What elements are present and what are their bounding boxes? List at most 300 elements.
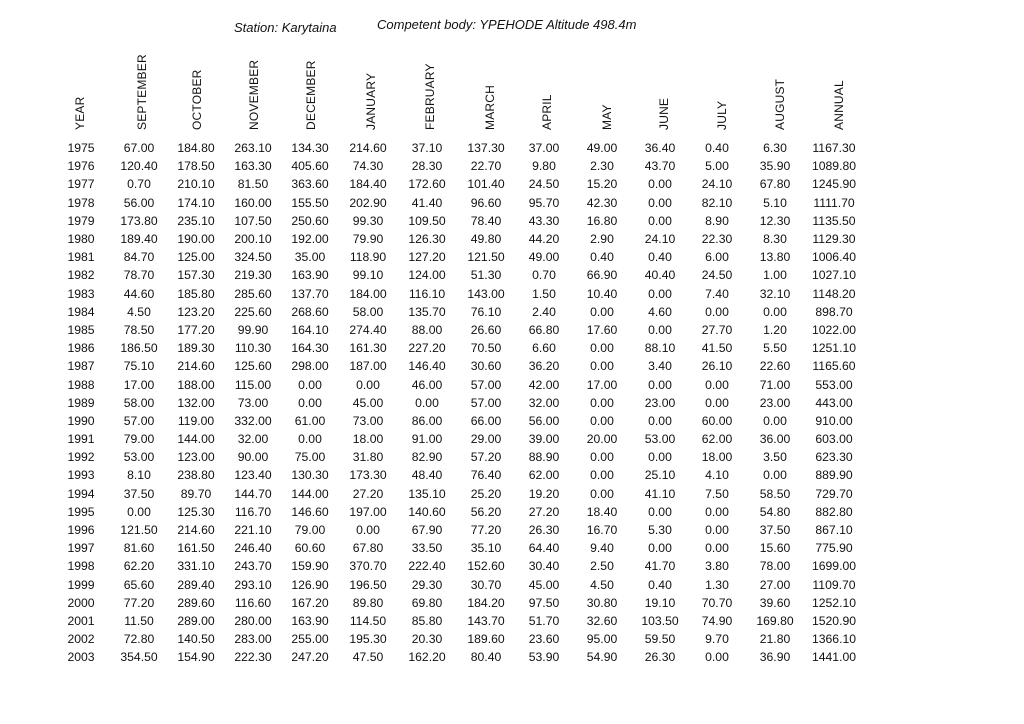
cell-march: 57.20 [470,450,502,465]
table-row [52,321,864,339]
cell-august: 78.00 [759,559,791,574]
cell-september: 57.00 [123,413,155,428]
cell-december: 163.90 [291,268,329,283]
cell-october: 289.60 [177,595,215,610]
cell-may: 49.00 [586,141,618,156]
cell-august: 15.60 [759,541,791,556]
cell-october: 185.80 [177,286,215,301]
cell-year: 1984 [67,304,95,319]
cell-april: 23.60 [528,632,560,647]
cell-november: 293.10 [234,577,272,592]
cell-december: 268.60 [291,304,329,319]
column-header-february [411,58,451,130]
cell-january: 114.50 [349,613,387,628]
cell-december: 167.20 [291,595,329,610]
cell-november: 110.30 [234,341,272,356]
cell-december: 0.00 [298,432,322,447]
cell-january: 45.00 [352,395,384,410]
cell-annual: 443.00 [815,395,853,410]
cell-year: 1989 [67,395,95,410]
cell-annual: 1245.90 [811,177,857,192]
cell-december: 363.60 [291,177,329,192]
cell-january: 74.30 [352,159,384,174]
cell-january: 99.10 [352,268,384,283]
cell-december: 250.60 [291,213,329,228]
cell-december: 144.00 [291,486,329,501]
cell-december: 0.00 [298,395,322,410]
cell-september: 354.50 [120,650,158,665]
cell-may: 54.90 [586,650,618,665]
rainfall-table [52,139,864,666]
cell-annual: 603.00 [815,432,853,447]
column-header-label: YEAR [73,96,87,130]
cell-july: 7.40 [705,286,729,301]
column-header-label: JUNE [657,97,671,130]
cell-march: 143.00 [467,286,505,301]
cell-annual: 889.90 [815,468,853,483]
cell-june: 43.70 [644,159,676,174]
table-row [52,212,864,230]
cell-june: 53.00 [644,432,676,447]
cell-january: 184.40 [349,177,387,192]
cell-annual: 1089.80 [811,159,857,174]
cell-year: 1996 [67,523,95,538]
cell-november: 225.60 [234,304,272,319]
table-row [52,630,864,648]
cell-february: 146.40 [408,359,446,374]
column-header-label: SEPTEMBER [135,54,149,130]
cell-june: 0.40 [648,577,672,592]
cell-june: 88.10 [644,341,676,356]
cell-july: 9.70 [705,632,729,647]
cell-may: 0.40 [590,250,614,265]
cell-may: 0.00 [590,359,614,374]
table-row [52,194,864,212]
cell-february: 91.00 [411,432,443,447]
cell-february: 46.00 [411,377,443,392]
cell-may: 2.30 [590,159,614,174]
cell-september: 77.20 [123,595,155,610]
cell-july: 0.00 [705,650,729,665]
cell-september: 65.60 [123,577,155,592]
cell-june: 0.00 [648,213,672,228]
cell-january: 202.90 [349,195,387,210]
cell-september: 58.00 [123,395,155,410]
cell-october: 119.00 [177,413,215,428]
cell-may: 17.00 [586,377,618,392]
cell-january: 79.90 [352,232,384,247]
cell-march: 57.00 [470,377,502,392]
column-header-label: AUGUST [773,78,787,130]
table-row [52,139,864,157]
cell-december: 247.20 [291,650,329,665]
cell-august: 169.80 [756,613,794,628]
table-row [52,248,864,266]
column-header-june [645,58,685,130]
cell-april: 19.20 [528,486,560,501]
cell-march: 25.20 [470,486,502,501]
cell-april: 56.00 [528,413,560,428]
cell-january: 197.00 [349,504,387,519]
cell-may: 0.00 [590,413,614,428]
cell-february: 33.50 [411,541,443,556]
cell-july: 0.00 [705,304,729,319]
cell-annual: 623.30 [815,450,853,465]
column-header-july [703,58,743,130]
cell-april: 43.30 [528,213,560,228]
cell-september: 37.50 [123,486,155,501]
cell-august: 8.30 [763,232,787,247]
cell-annual: 910.00 [815,413,853,428]
cell-october: 140.50 [177,632,215,647]
cell-june: 0.40 [648,250,672,265]
cell-march: 57.00 [470,395,502,410]
cell-annual: 1109.70 [812,577,856,592]
cell-september: 53.00 [123,450,155,465]
cell-year: 1997 [67,541,95,556]
cell-january: 196.50 [349,577,387,592]
cell-september: 189.40 [120,232,158,247]
cell-november: 243.70 [234,559,272,574]
cell-october: 210.10 [177,177,215,192]
cell-december: 405.60 [291,159,329,174]
cell-year: 1998 [67,559,95,574]
column-header-august [761,58,801,130]
cell-annual: 1006.40 [811,250,857,265]
cell-april: 53.90 [528,650,560,665]
cell-year: 1988 [67,377,95,392]
cell-april: 51.70 [528,613,560,628]
cell-august: 5.50 [763,341,787,356]
cell-july: 0.00 [705,395,729,410]
cell-april: 45.00 [528,577,560,592]
cell-november: 324.50 [234,250,272,265]
cell-november: 200.10 [234,232,272,247]
cell-march: 29.00 [470,432,502,447]
cell-march: 101.40 [467,177,505,192]
cell-february: 126.30 [408,232,446,247]
cell-june: 19.10 [644,595,676,610]
cell-may: 4.50 [590,577,614,592]
column-header-year [61,58,101,130]
cell-august: 1.20 [763,322,787,337]
cell-march: 143.70 [467,613,505,628]
cell-may: 0.00 [590,468,614,483]
cell-june: 41.70 [644,559,676,574]
cell-annual: 1135.50 [812,213,856,228]
cell-february: 140.60 [408,504,446,519]
cell-year: 1980 [67,232,95,247]
column-header-label: OCTOBER [190,69,204,130]
cell-july: 18.00 [701,450,733,465]
cell-december: 0.00 [298,377,322,392]
cell-june: 25.10 [644,468,676,483]
column-header-label: NOVEMBER [247,59,261,130]
cell-june: 0.00 [648,413,672,428]
cell-annual: 553.00 [815,377,853,392]
cell-year: 1982 [67,268,95,283]
cell-august: 23.00 [759,395,791,410]
cell-september: 44.60 [123,286,155,301]
cell-november: 73.00 [237,395,269,410]
table-row [52,430,864,448]
cell-march: 152.60 [467,559,505,574]
cell-june: 23.00 [644,395,676,410]
column-header-april [528,58,568,130]
cell-september: 17.00 [123,377,155,392]
cell-annual: 1148.20 [812,286,856,301]
cell-february: 20.30 [411,632,443,647]
cell-july: 41.50 [701,341,733,356]
table-row [52,539,864,557]
cell-september: 79.00 [123,432,155,447]
cell-november: 123.40 [234,468,272,483]
cell-october: 123.20 [177,304,215,319]
cell-february: 227.20 [408,341,446,356]
cell-february: 69.80 [411,595,443,610]
cell-february: 109.50 [408,213,446,228]
cell-november: 90.00 [237,450,269,465]
cell-october: 157.30 [177,268,215,283]
cell-march: 56.20 [470,504,502,519]
table-row [52,557,864,575]
cell-november: 163.30 [234,159,272,174]
cell-april: 36.20 [528,359,560,374]
cell-november: 332.00 [234,413,272,428]
cell-january: 118.90 [349,250,387,265]
cell-annual: 1441.00 [811,650,857,665]
cell-january: 0.00 [356,523,380,538]
cell-may: 66.90 [586,268,618,283]
cell-july: 70.70 [701,595,733,610]
cell-july: 24.10 [701,177,733,192]
cell-september: 75.10 [123,359,155,374]
cell-february: 172.60 [408,177,446,192]
cell-august: 1.00 [763,268,787,283]
cell-year: 1999 [67,577,95,592]
cell-august: 27.00 [759,577,791,592]
cell-january: 67.80 [352,541,384,556]
table-row [52,521,864,539]
column-header-november [235,58,275,130]
cell-february: 28.30 [411,159,443,174]
cell-october: 214.60 [177,523,215,538]
cell-december: 164.10 [291,322,329,337]
cell-annual: 1165.60 [812,359,856,374]
cell-april: 44.20 [528,232,560,247]
cell-april: 2.40 [532,304,556,319]
column-header-march [471,58,511,130]
cell-november: 107.50 [234,213,272,228]
cell-annual: 882.80 [815,504,853,519]
cell-november: 246.40 [234,541,272,556]
cell-annual: 1167.30 [812,141,856,156]
cell-june: 0.00 [648,450,672,465]
cell-december: 255.00 [291,632,329,647]
cell-july: 0.40 [705,141,729,156]
cell-annual: 729.70 [815,486,853,501]
cell-year: 1975 [67,141,95,156]
cell-december: 155.50 [291,195,329,210]
cell-july: 22.30 [701,232,733,247]
cell-november: 125.60 [234,359,272,374]
cell-april: 27.20 [528,504,560,519]
cell-october: 238.80 [177,468,215,483]
cell-august: 13.80 [759,250,791,265]
cell-april: 6.60 [532,341,556,356]
column-header-january [352,58,392,130]
cell-june: 40.40 [644,268,676,283]
cell-february: 222.40 [408,559,446,574]
cell-march: 35.10 [470,541,502,556]
cell-may: 0.00 [590,450,614,465]
cell-november: 283.00 [234,632,272,647]
cell-year: 1976 [67,159,95,174]
cell-annual: 898.70 [815,304,853,319]
cell-september: 120.40 [120,159,158,174]
cell-june: 0.00 [648,377,672,392]
cell-february: 127.20 [408,250,446,265]
cell-february: 41.40 [411,195,443,210]
table-row [52,576,864,594]
table-row [52,230,864,248]
cell-july: 24.50 [701,268,733,283]
cell-march: 77.20 [470,523,502,538]
cell-june: 0.00 [648,177,672,192]
cell-october: 235.10 [177,213,215,228]
cell-january: 73.00 [352,413,384,428]
column-header-annual [820,58,860,130]
cell-august: 3.50 [763,450,787,465]
cell-october: 154.90 [177,650,215,665]
cell-january: 27.20 [352,486,384,501]
cell-annual: 1027.10 [811,268,857,283]
cell-may: 2.90 [590,232,614,247]
cell-february: 124.00 [408,268,446,283]
cell-june: 0.00 [648,286,672,301]
table-row [52,285,864,303]
cell-year: 1987 [67,359,95,374]
cell-august: 21.80 [759,632,791,647]
table-row [52,266,864,284]
cell-december: 163.90 [291,613,329,628]
cell-august: 71.00 [759,377,791,392]
cell-annual: 1520.90 [811,613,857,628]
cell-year: 1991 [67,432,95,447]
cell-august: 35.90 [759,159,791,174]
cell-august: 39.60 [759,595,791,610]
cell-december: 130.30 [291,468,329,483]
cell-february: 67.90 [411,523,443,538]
cell-december: 137.70 [291,286,329,301]
table-row [52,448,864,466]
cell-july: 0.00 [705,523,729,538]
cell-may: 16.70 [586,523,618,538]
cell-june: 3.40 [648,359,672,374]
cell-april: 62.00 [528,468,560,483]
cell-august: 12.30 [759,213,791,228]
cell-march: 137.30 [467,141,505,156]
cell-april: 97.50 [528,595,560,610]
column-header-may [588,58,628,130]
cell-march: 76.10 [470,304,502,319]
cell-november: 263.10 [234,141,272,156]
cell-january: 184.00 [349,286,387,301]
cell-october: 177.20 [177,322,215,337]
cell-september: 173.80 [120,213,158,228]
cell-june: 24.10 [644,232,676,247]
cell-february: 116.10 [408,286,446,301]
table-row [52,157,864,175]
cell-august: 67.80 [759,177,791,192]
cell-february: 29.30 [411,577,443,592]
cell-october: 331.10 [177,559,215,574]
cell-september: 72.80 [123,632,155,647]
cell-march: 51.30 [470,268,502,283]
cell-january: 173.30 [349,468,387,483]
column-header-september [123,54,163,130]
cell-august: 32.10 [759,286,791,301]
cell-annual: 1111.70 [813,195,855,210]
cell-march: 76.40 [470,468,502,483]
column-header-label: FEBRUARY [423,63,437,130]
cell-october: 132.00 [177,395,215,410]
cell-july: 6.00 [705,250,729,265]
table-row [52,466,864,484]
cell-annual: 1129.30 [812,232,856,247]
cell-september: 84.70 [123,250,155,265]
cell-january: 161.30 [349,341,387,356]
cell-december: 146.60 [291,504,329,519]
cell-august: 54.80 [759,504,791,519]
cell-june: 5.30 [648,523,672,538]
cell-may: 0.00 [590,341,614,356]
cell-february: 82.90 [411,450,443,465]
cell-july: 7.50 [705,486,729,501]
cell-february: 48.40 [411,468,443,483]
cell-september: 4.50 [127,304,151,319]
cell-september: 78.70 [123,268,155,283]
cell-december: 79.00 [294,523,326,538]
cell-may: 16.80 [586,213,618,228]
cell-june: 36.40 [644,141,676,156]
cell-march: 66.00 [470,413,502,428]
cell-july: 0.00 [705,504,729,519]
table-row [52,503,864,521]
column-header-label: APRIL [540,94,554,130]
cell-march: 121.50 [467,250,505,265]
cell-january: 214.60 [349,141,387,156]
cell-october: 144.00 [177,432,215,447]
cell-april: 64.40 [528,541,560,556]
cell-annual: 1699.00 [811,559,857,574]
cell-october: 161.50 [177,541,215,556]
cell-january: 0.00 [356,377,380,392]
cell-annual: 1022.00 [811,322,857,337]
cell-october: 123.00 [177,450,215,465]
cell-october: 189.30 [177,341,215,356]
cell-year: 1990 [67,413,95,428]
cell-february: 162.20 [408,650,446,665]
cell-november: 116.70 [234,504,272,519]
cell-year: 1979 [67,213,95,228]
cell-february: 135.10 [408,486,446,501]
cell-july: 27.70 [701,322,733,337]
cell-september: 56.00 [123,195,155,210]
cell-march: 70.50 [470,341,502,356]
cell-july: 0.00 [705,377,729,392]
cell-january: 370.70 [349,559,387,574]
